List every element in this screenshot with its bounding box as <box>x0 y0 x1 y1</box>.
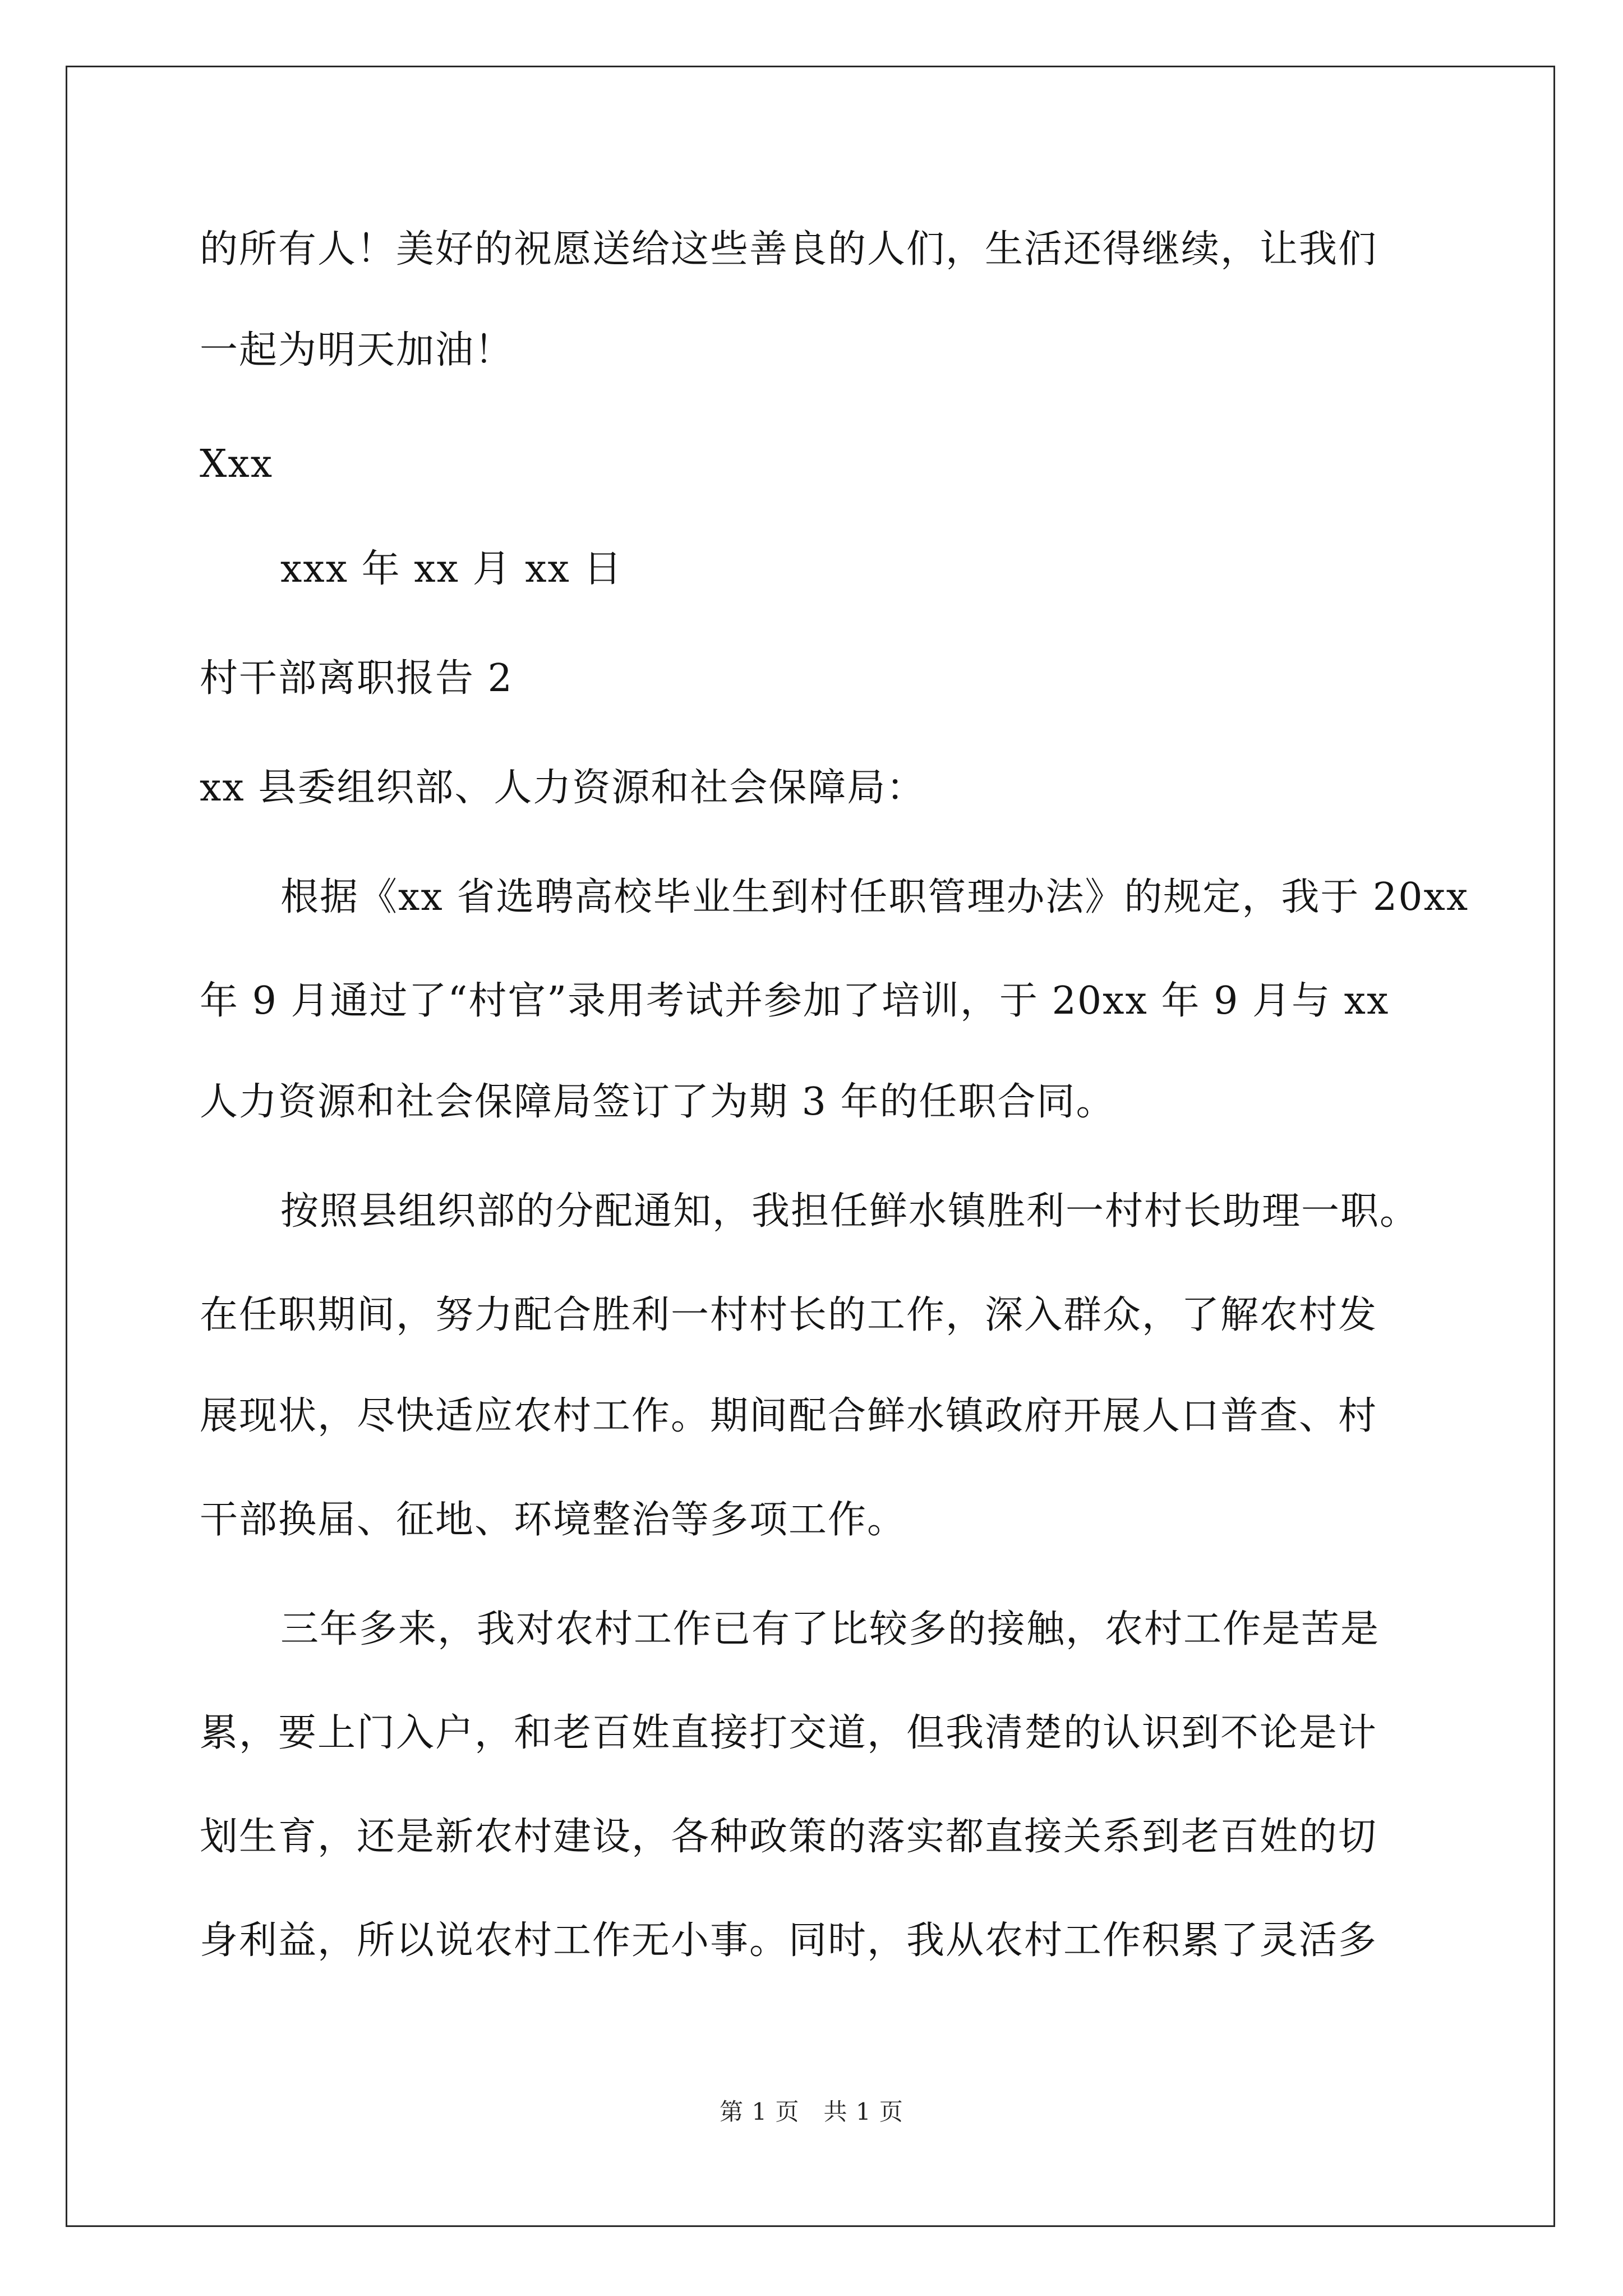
signature-name: Xxx <box>200 442 274 486</box>
page-border <box>66 66 1555 2227</box>
text-line: 按照县组织部的分配通知，我担任鲜水镇胜利一村村长助理一职。 <box>280 1189 1419 1234</box>
page-number: 第 1 页 共 1 页 <box>720 2098 903 2125</box>
text-line: 在任职期间，努力配合胜利一村村长的工作，深入群众，了解农村发 <box>200 1293 1378 1337</box>
text-line: 干部换届、征地、环境整治等多项工作。 <box>200 1498 907 1542</box>
signature-date: xxx 年 xx 月 xx 日 <box>280 547 623 591</box>
text-line: 的所有人！美好的祝愿送给这些善良的人们，生活还得继续，让我们 <box>200 227 1378 272</box>
text-line: 身利益，所以说农村工作无小事。同时，我从农村工作积累了灵活多 <box>200 1918 1378 1963</box>
text-line: 累，要上门入户，和老百姓直接打交道，但我清楚的认识到不论是计 <box>200 1711 1378 1755</box>
report-title: 村干部离职报告 2 <box>200 656 513 701</box>
text-line: 一起为明天加油！ <box>200 328 514 372</box>
text-line: 人力资源和社会保障局签订了为期 3 年的任职合同。 <box>200 1080 1115 1124</box>
text-line: 三年多来，我对农村工作已有了比较多的接触，农村工作是苦是 <box>280 1607 1380 1651</box>
text-line: 根据《xx 省选聘高校毕业生到村任职管理办法》的规定，我于 20xx <box>280 875 1469 919</box>
salutation: xx 县委组织部、人力资源和社会保障局： <box>200 766 926 810</box>
text-line: 划生育，还是新农村建设，各种政策的落实都直接关系到老百姓的切 <box>200 1815 1378 1859</box>
text-line: 年 9 月通过了“村官”录用考试并参加了培训，于 20xx 年 9 月与 xx <box>200 979 1390 1023</box>
text-line: 展现状，尽快适应农村工作。期间配合鲜水镇政府开展人口普查、村 <box>200 1394 1378 1438</box>
